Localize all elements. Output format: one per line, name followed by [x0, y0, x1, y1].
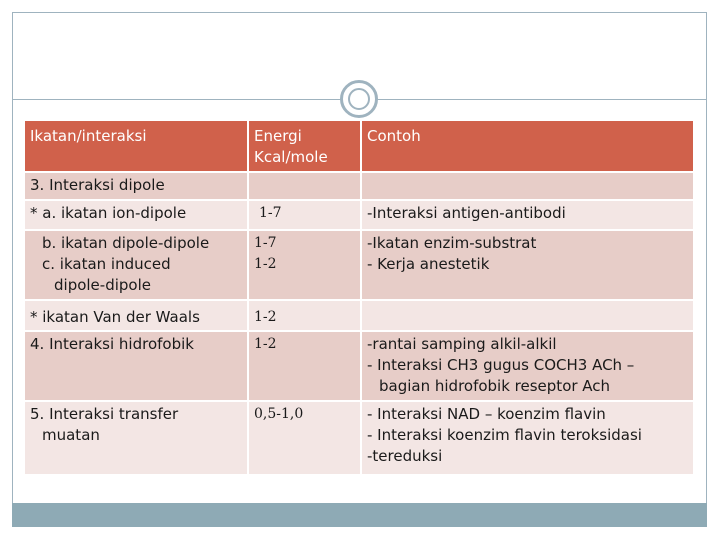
row-energy: 1-2 — [248, 300, 361, 331]
row-label: 4. Interaksi hidrofobik — [24, 331, 248, 401]
footer-bar — [12, 503, 707, 527]
row-example: - Interaksi NAD – koenzim flavin - Interaksi koenzim flavin teroksidasi -tereduksi — [361, 401, 694, 475]
header-contoh: Contoh — [361, 120, 694, 172]
row-label: 3. Interaksi dipole — [24, 172, 248, 200]
header-energi: Energi Kcal/mole — [248, 120, 361, 172]
bond-energy-table — [23, 119, 695, 476]
row-energy: 1-7 1-2 — [248, 230, 361, 300]
table-row — [24, 331, 694, 401]
row-energy — [248, 172, 361, 200]
header-ikatan: Ikatan/interaksi — [24, 120, 248, 172]
row-energy: 1-2 — [248, 331, 361, 401]
row-example — [361, 172, 694, 200]
row-label: * a. ikatan ion-dipole — [24, 200, 248, 230]
table-row — [24, 401, 694, 475]
circle-ornament — [340, 80, 378, 118]
row-label: * ikatan Van der Waals — [24, 300, 248, 331]
row-energy: 1-7 — [248, 200, 361, 230]
table-row — [24, 230, 694, 300]
table-header-row — [24, 120, 694, 172]
row-example: -rantai samping alkil-alkil - Interaksi CH3 gugus COCH3 ACh – bagian hidrofobik reseptor Ach — [361, 331, 694, 401]
row-energy: 0,5-1,0 — [248, 401, 361, 475]
table-row — [24, 200, 694, 230]
row-label: 5. Interaksi transfer muatan — [24, 401, 248, 475]
row-example: -Ikatan enzim-substrat - Kerja anestetik — [361, 230, 694, 300]
row-label: b. ikatan dipole-dipole c. ikatan induced dipole-dipole — [24, 230, 248, 300]
table-row — [24, 300, 694, 331]
row-example — [361, 300, 694, 331]
row-example: -Interaksi antigen-antibodi — [361, 200, 694, 230]
table-row — [24, 172, 694, 200]
